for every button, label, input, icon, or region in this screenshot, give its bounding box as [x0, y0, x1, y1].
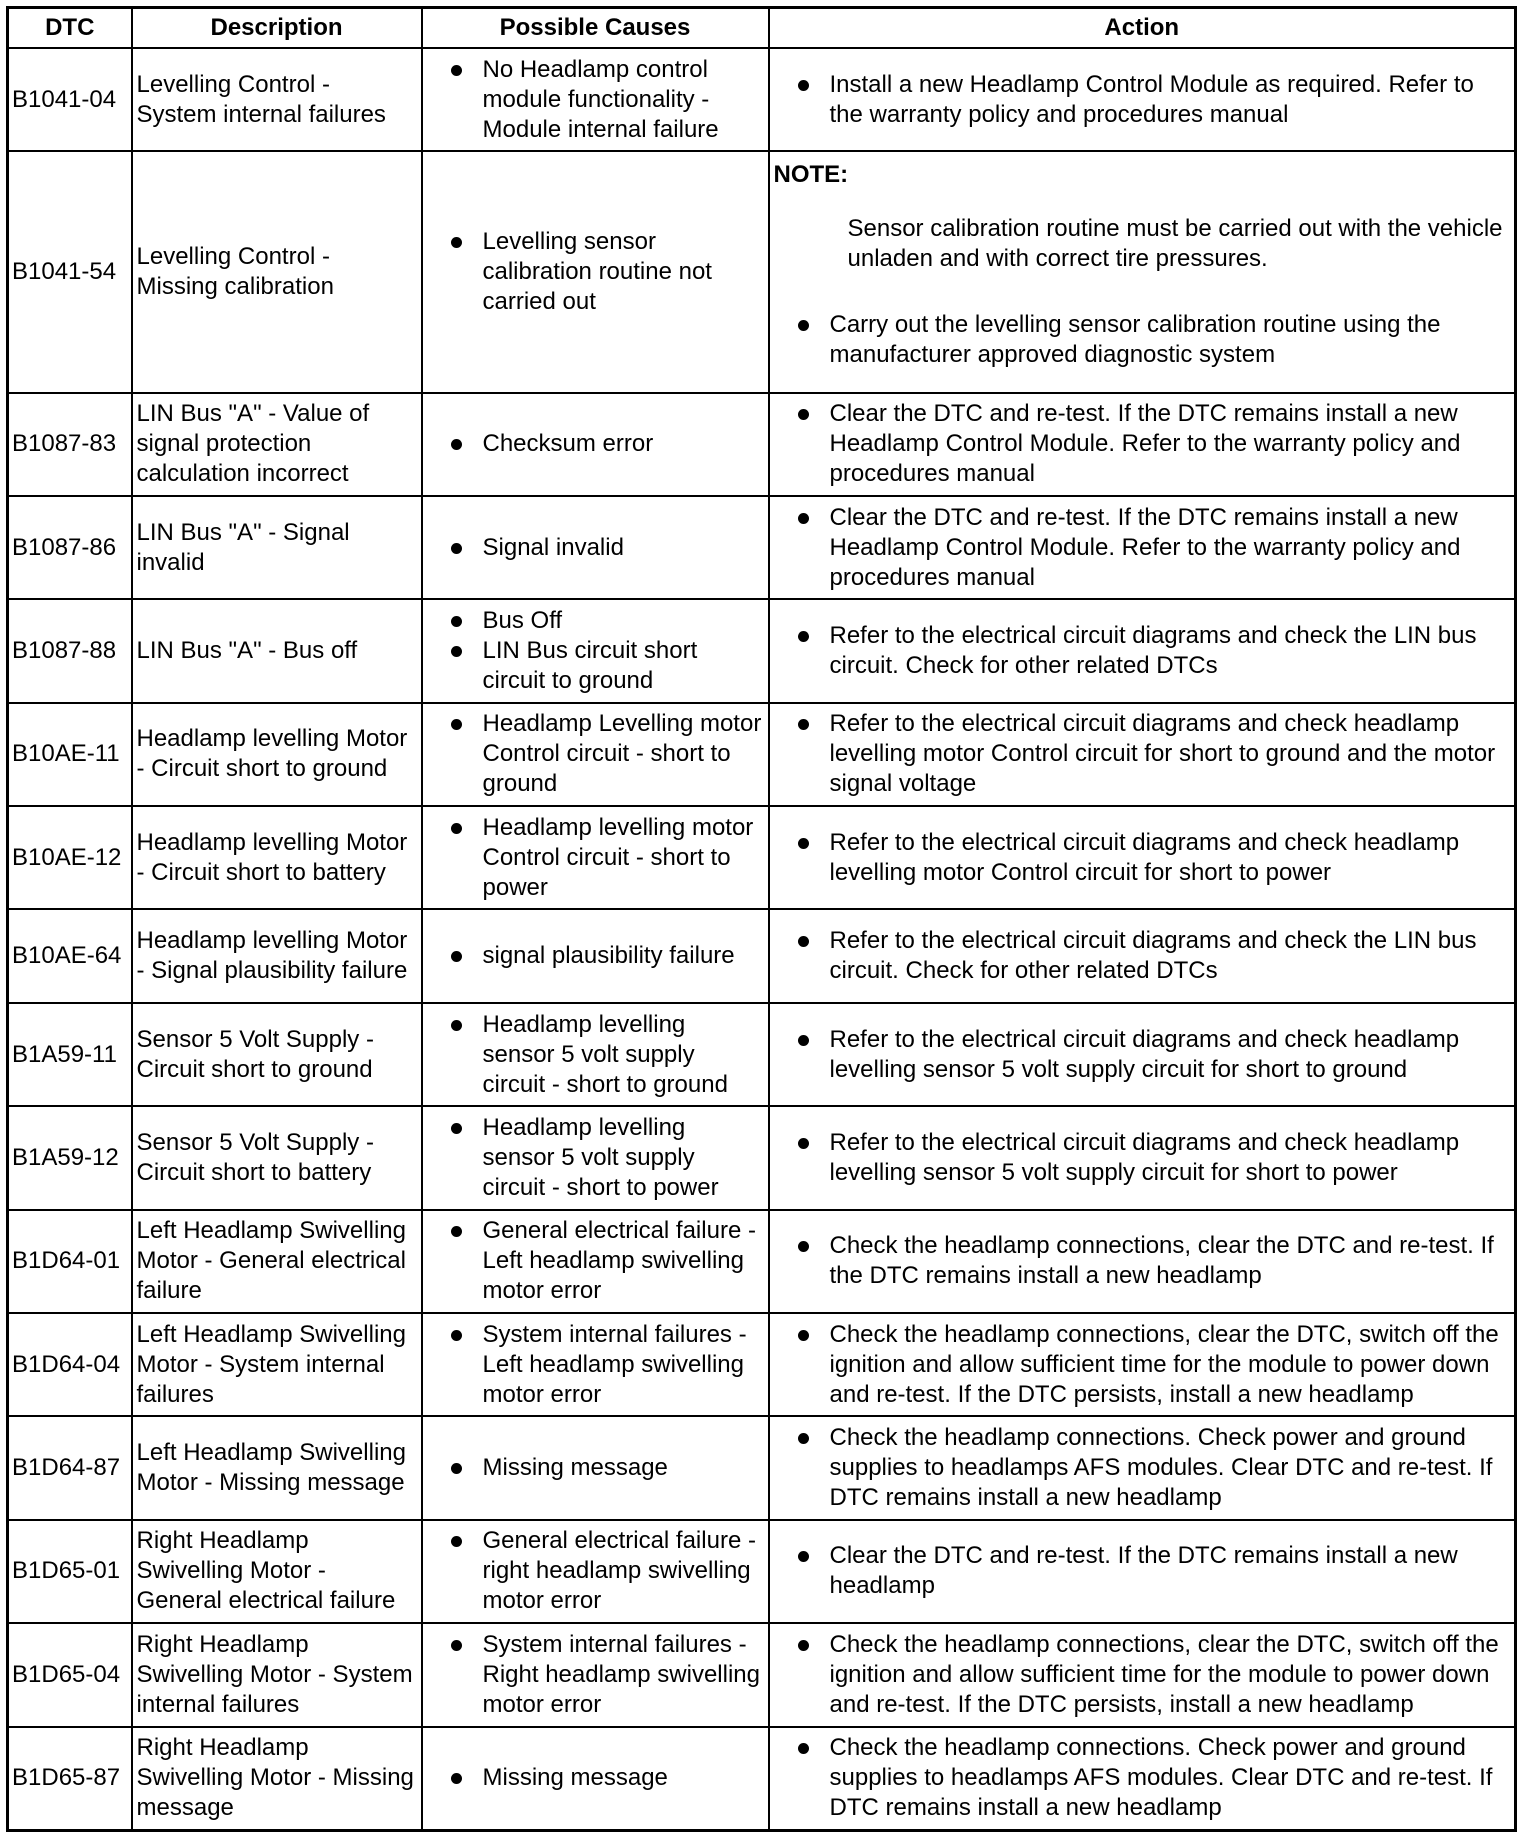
- header-dtc: DTC: [8, 8, 132, 49]
- action-item: Refer to the electrical circuit diagrams and check headlamp levelling motor Control circuit for short to power: [774, 828, 1511, 888]
- action-list: [774, 1025, 1511, 1085]
- action-list: [774, 1320, 1511, 1410]
- possible-causes-cell: [422, 1003, 769, 1106]
- cause-list: [427, 1010, 764, 1100]
- cause-list: [427, 227, 764, 317]
- dtc-description: Left Headlamp Swivelling Motor - System internal failures: [132, 1313, 422, 1416]
- possible-causes-cell: [422, 1727, 769, 1831]
- header-possible-causes: Possible Causes: [422, 8, 769, 49]
- dtc-code: B1041-54: [8, 151, 132, 392]
- cause-item: Missing message: [427, 1453, 764, 1483]
- dtc-code: B1D64-01: [8, 1210, 132, 1313]
- cause-item: General electrical failure - Left headlamp swivelling motor error: [427, 1216, 764, 1306]
- dtc-code: B1D65-01: [8, 1520, 132, 1623]
- cause-item: System internal failures - Left headlamp swivelling motor error: [427, 1320, 764, 1410]
- action-cell: [769, 1003, 1516, 1106]
- table-row: [8, 1210, 1516, 1313]
- dtc-description: Headlamp levelling Motor - Signal plausibility failure: [132, 909, 422, 1003]
- possible-causes-cell: [422, 151, 769, 392]
- cause-list: [427, 606, 764, 696]
- dtc-code: B10AE-64: [8, 909, 132, 1003]
- dtc-description: Sensor 5 Volt Supply - Circuit short to battery: [132, 1106, 422, 1209]
- action-item: Clear the DTC and re-test. If the DTC remains install a new Headlamp Control Module. Refer to the warranty policy and procedures manual: [774, 503, 1511, 593]
- possible-causes-cell: [422, 1313, 769, 1416]
- table-row: [8, 909, 1516, 1003]
- action-cell: [769, 1210, 1516, 1313]
- possible-causes-cell: [422, 1106, 769, 1209]
- possible-causes-cell: [422, 599, 769, 702]
- action-cell: [769, 48, 1516, 151]
- table-body: [8, 48, 1516, 1831]
- cause-list: [427, 1453, 764, 1483]
- dtc-description: LIN Bus "A" - Signal invalid: [132, 496, 422, 599]
- cause-item: Headlamp Levelling motor Control circuit - short to ground: [427, 709, 764, 799]
- action-item: Refer to the electrical circuit diagrams and check headlamp levelling sensor 5 volt supply circuit for short to power: [774, 1128, 1511, 1188]
- action-cell: [769, 1727, 1516, 1831]
- table-row: [8, 1106, 1516, 1209]
- action-item: Check the headlamp connections. Check power and ground supplies to headlamps AFS modules. Clear DTC and re-test. If DTC remains install a new headlamp: [774, 1423, 1511, 1513]
- action-item: Check the headlamp connections, clear the DTC, switch off the ignition and allow sufficient time for the module to power down and re-test. If the DTC persists, install a new headlamp: [774, 1320, 1511, 1410]
- action-list: [774, 621, 1511, 681]
- cause-list: [427, 709, 764, 799]
- action-list: [774, 709, 1511, 799]
- action-cell: [769, 703, 1516, 806]
- cause-item: No Headlamp control module functionality - Module internal failure: [427, 55, 764, 145]
- action-item: Refer to the electrical circuit diagrams and check headlamp levelling sensor 5 volt supply circuit for short to ground: [774, 1025, 1511, 1085]
- dtc-description: Left Headlamp Swivelling Motor - Missing message: [132, 1416, 422, 1519]
- table-row: [8, 806, 1516, 909]
- action-cell: [769, 909, 1516, 1003]
- cause-list: [427, 1763, 764, 1793]
- table-row: [8, 1313, 1516, 1416]
- table-row: [8, 496, 1516, 599]
- dtc-code: B10AE-11: [8, 703, 132, 806]
- table-row: [8, 1003, 1516, 1106]
- dtc-code: B1041-04: [8, 48, 132, 151]
- action-list: [774, 70, 1511, 130]
- action-list: [774, 1231, 1511, 1291]
- possible-causes-cell: [422, 703, 769, 806]
- cause-item: System internal failures - Right headlamp swivelling motor error: [427, 1630, 764, 1720]
- cause-item: Headlamp levelling motor Control circuit - short to power: [427, 813, 764, 903]
- cause-list: [427, 429, 764, 459]
- action-list: [774, 1630, 1511, 1720]
- dtc-description: LIN Bus "A" - Bus off: [132, 599, 422, 702]
- dtc-code: B1D64-87: [8, 1416, 132, 1519]
- dtc-code: B1A59-11: [8, 1003, 132, 1106]
- cause-item: Headlamp levelling sensor 5 volt supply circuit - short to power: [427, 1113, 764, 1203]
- action-item: Clear the DTC and re-test. If the DTC remains install a new Headlamp Control Module. Refer to the warranty policy and procedures manual: [774, 399, 1511, 489]
- table-row: [8, 1520, 1516, 1623]
- table-row: [8, 703, 1516, 806]
- possible-causes-cell: [422, 1416, 769, 1519]
- action-cell: [769, 1623, 1516, 1726]
- possible-causes-cell: [422, 48, 769, 151]
- action-cell: [769, 1313, 1516, 1416]
- header-action: Action: [769, 8, 1516, 49]
- table-header: [8, 8, 1516, 49]
- table-row: [8, 1623, 1516, 1726]
- action-list: [774, 1541, 1511, 1601]
- cause-list: [427, 813, 764, 903]
- cause-list: [427, 1630, 764, 1720]
- dtc-code: B1A59-12: [8, 1106, 132, 1209]
- cause-list: [427, 1526, 764, 1616]
- action-cell: [769, 1520, 1516, 1623]
- action-item: Refer to the electrical circuit diagrams and check the LIN bus circuit. Check for other related DTCs: [774, 621, 1511, 681]
- action-cell: [769, 151, 1516, 392]
- action-list: [774, 1423, 1511, 1513]
- possible-causes-cell: [422, 1623, 769, 1726]
- action-cell: [769, 1416, 1516, 1519]
- action-cell: [769, 806, 1516, 909]
- action-item: Clear the DTC and re-test. If the DTC remains install a new headlamp: [774, 1541, 1511, 1601]
- dtc-code: B10AE-12: [8, 806, 132, 909]
- dtc-code: B1D64-04: [8, 1313, 132, 1416]
- table-row: [8, 599, 1516, 702]
- note-label: NOTE:: [773, 161, 849, 189]
- possible-causes-cell: [422, 496, 769, 599]
- action-list: [774, 1733, 1511, 1823]
- cause-list: [427, 941, 764, 971]
- cause-item: LIN Bus circuit short circuit to ground: [427, 636, 764, 696]
- possible-causes-cell: [422, 393, 769, 496]
- cause-item: signal plausibility failure: [427, 941, 764, 971]
- cause-item: Checksum error: [427, 429, 764, 459]
- dtc-description: Left Headlamp Swivelling Motor - General electrical failure: [132, 1210, 422, 1313]
- action-item: Check the headlamp connections. Check power and ground supplies to headlamps AFS modules. Clear DTC and re-test. If DTC remains install a new headlamp: [774, 1733, 1511, 1823]
- dtc-description: Right Headlamp Swivelling Motor - Missing message: [132, 1727, 422, 1831]
- dtc-description: Headlamp levelling Motor - Circuit short to battery: [132, 806, 422, 909]
- action-cell: [769, 496, 1516, 599]
- dtc-description: Right Headlamp Swivelling Motor - System internal failures: [132, 1623, 422, 1726]
- action-list: [774, 1128, 1511, 1188]
- dtc-description: Levelling Control - System internal failures: [132, 48, 422, 151]
- cause-item: Headlamp levelling sensor 5 volt supply circuit - short to ground: [427, 1010, 764, 1100]
- action-item: Install a new Headlamp Control Module as required. Refer to the warranty policy and procedures manual: [774, 70, 1511, 130]
- table-row: [8, 151, 1516, 392]
- dtc-description: Levelling Control - Missing calibration: [132, 151, 422, 392]
- possible-causes-cell: [422, 909, 769, 1003]
- table-row: [8, 1727, 1516, 1831]
- cause-list: [427, 533, 764, 563]
- note-text: Sensor calibration routine must be carried out with the vehicle unladen and with correct tire pressures.: [847, 215, 1503, 273]
- possible-causes-cell: [422, 806, 769, 909]
- cause-list: [427, 1113, 764, 1203]
- dtc-table: [6, 6, 1517, 1832]
- header-description: Description: [132, 8, 422, 49]
- action-cell: [769, 393, 1516, 496]
- dtc-code: B1D65-04: [8, 1623, 132, 1726]
- table-row: [8, 48, 1516, 151]
- dtc-description: Right Headlamp Swivelling Motor - General electrical failure: [132, 1520, 422, 1623]
- possible-causes-cell: [422, 1520, 769, 1623]
- dtc-description: LIN Bus "A" - Value of signal protection calculation incorrect: [132, 393, 422, 496]
- cause-item: Signal invalid: [427, 533, 764, 563]
- cause-item: General electrical failure - right headlamp swivelling motor error: [427, 1526, 764, 1616]
- dtc-code: B1087-83: [8, 393, 132, 496]
- action-item: Check the headlamp connections, clear the DTC, switch off the ignition and allow sufficient time for the module to power down and re-test. If the DTC persists, install a new headlamp: [774, 1630, 1511, 1720]
- cause-list: [427, 1320, 764, 1410]
- dtc-code: B1087-86: [8, 496, 132, 599]
- table-row: [8, 1416, 1516, 1519]
- action-item: Carry out the levelling sensor calibration routine using the manufacturer approved diagnostic system: [774, 310, 1511, 370]
- action-list: [774, 310, 1511, 370]
- action-cell: [769, 599, 1516, 702]
- dtc-code: B1087-88: [8, 599, 132, 702]
- table-row: [8, 393, 1516, 496]
- dtc-code: B1D65-87: [8, 1727, 132, 1831]
- dtc-description: Headlamp levelling Motor - Circuit short to ground: [132, 703, 422, 806]
- action-list: [774, 503, 1511, 593]
- cause-item: Levelling sensor calibration routine not carried out: [427, 227, 764, 317]
- cause-item: Missing message: [427, 1763, 764, 1793]
- action-list: [774, 828, 1511, 888]
- action-cell: [769, 1106, 1516, 1209]
- cause-item: Bus Off: [427, 606, 764, 636]
- action-list: [774, 399, 1511, 489]
- action-item: Refer to the electrical circuit diagrams and check the LIN bus circuit. Check for other related DTCs: [774, 926, 1511, 986]
- cause-list: [427, 55, 764, 145]
- action-list: [774, 926, 1511, 986]
- header-row: [8, 8, 1516, 49]
- action-item: Check the headlamp connections, clear the DTC and re-test. If the DTC remains install a new headlamp: [774, 1231, 1511, 1291]
- action-item: Refer to the electrical circuit diagrams and check headlamp levelling motor Control circuit for short to ground and the motor signal voltage: [774, 709, 1511, 799]
- cause-list: [427, 1216, 764, 1306]
- possible-causes-cell: [422, 1210, 769, 1313]
- dtc-description: Sensor 5 Volt Supply - Circuit short to ground: [132, 1003, 422, 1106]
